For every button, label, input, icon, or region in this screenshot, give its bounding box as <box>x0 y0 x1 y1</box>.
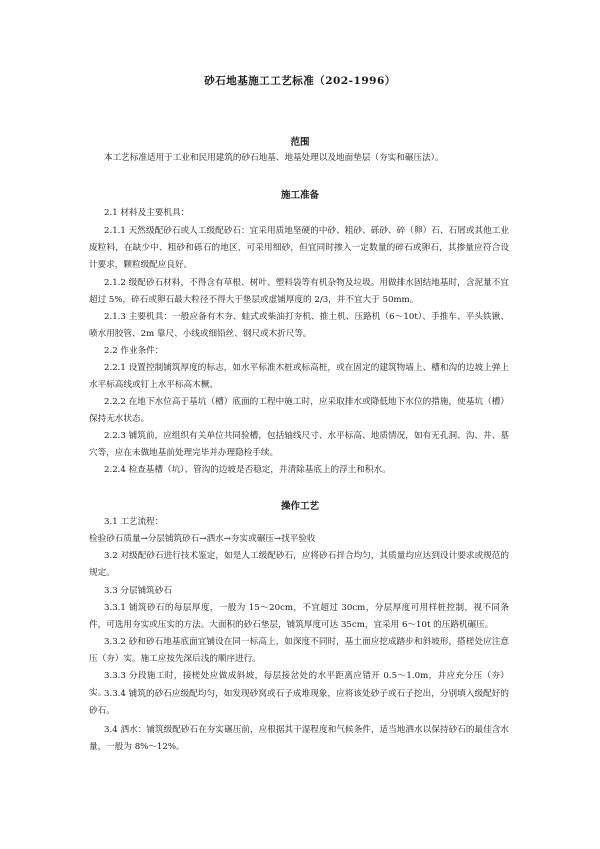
paragraph: 2.2.4 检查基槽（坑）、管沟的边坡是否稳定，并清除基底上的浮土和积水。 <box>104 465 391 475</box>
document-title: 砂石地基施工工艺标准（202-1996） <box>204 75 396 87</box>
paragraph: 2.2 作业条件： <box>104 346 164 356</box>
paragraph: 2.2.2 在地下水位高于基坑（槽）底面的工程中施工时，应采取排水或降低地下水位的措施，使基坑（槽）保持无水状态。 <box>89 397 509 424</box>
paragraph: 3.1 工艺流程： <box>104 517 164 527</box>
paragraph: 2.2.1 设置控制铺筑厚度的标志，如水平标准木桩或标高桩，或在固定的建筑物墙上、槽和沟的边坡上弹上水平标高线或钉上水平标高木橛。 <box>89 363 509 390</box>
paragraph: 3.3.2 砂和砂石地基底面宜铺设在同一标高上，如深度不同时，基土面应挖成踏步和斜坡形，搭槎处应注意压（夯）实。施工应按先深后浅的顺序进行。 <box>89 637 509 664</box>
section-heading-scope: 范围 <box>290 137 310 148</box>
paragraph: 3.3.4 铺筑的砂石应级配均匀，如发现砂窝或石子成堆现象，应将该处砂子或石子挖出，分别填入级配好的砂石。 <box>89 689 509 716</box>
paragraph: 3.3.3 分段施工时，接槎处应做成斜坡，每层接岔处的水平距离应错开 0.5～1.0m，并应充分压（夯）实。 <box>89 671 509 698</box>
paragraph: 2.1.2 级配砂石材料，不得含有草根、树叶、塑料袋等有机杂物及垃圾。用做排水固结地基时，含泥量不宜超过 5%，碎石或卵石最大粒径不得大于垫层或虚铺厚度的 2/3，并不宜大于 50mm。 <box>89 278 509 305</box>
paragraph: 2.1 材料及主要机具： <box>104 208 190 218</box>
paragraph: 3.4 洒水：铺筑级配砂石在夯实碾压前，应根据其干湿程度和气候条件，适当地洒水以保持砂石的最佳含水量，一般为 8%～12%。 <box>89 725 509 752</box>
paragraph: 3.3 分层铺筑砂石 <box>104 586 172 596</box>
process-flow: 检验砂石质量→分层铺筑砂石→洒水→夯实或碾压→找平验收 <box>89 534 316 544</box>
paragraph: 3.3.1 铺筑砂石的每层厚度，一般为 15～20cm，不宜超过 30cm，分层厚度可用样桩控制，视不同条件，可选用夯实或压实的方法。大面积的砂石垫层，铺筑厚度可达 35cm，宜采用 6～10t 的压路机碾压。 <box>89 603 509 630</box>
section-heading-process: 操作工艺 <box>280 501 319 512</box>
paragraph: 3.2 对级配砂石进行技术鉴定，如是人工级配砂石，应将砂石拌合均匀，其质量均应达到设计要求或规范的规定。 <box>89 551 509 578</box>
section-heading-preparation: 施工准备 <box>280 190 319 201</box>
paragraph: 2.1.3 主要机具：一般应备有木夯、蛙式或柴油打夯机、推土机、压路机（6～10t）、手推车、平头铁锹、喷水用胶管、2m 靠尺、小线或细铅丝、钢尺或木折尺等。 <box>89 312 509 339</box>
paragraph: 2.2.3 铺筑前，应组织有关单位共同验槽，包括轴线尺寸、水平标高、地质情况，如有无孔洞、沟、井、墓穴等，应在未做地基前处理完毕并办理隐检手续。 <box>89 431 509 458</box>
paragraph: 2.1.1 天然级配砂石或人工级配砂石：宜采用质地坚硬的中砂、粗砂、砾砂、碎（卵）石、石屑或其他工业废粒料，在缺少中、粗砂和砾石的地区，可采用细砂，但宜同时掺入一定数量的碎石或卵石，其掺量应符合设计要求，颗粒级配应良好。 <box>89 226 509 270</box>
paragraph: 本工艺标准适用于工业和民用建筑的砂石地基、地基处理以及地面垫层（夯实和碾压法）。 <box>104 153 444 163</box>
